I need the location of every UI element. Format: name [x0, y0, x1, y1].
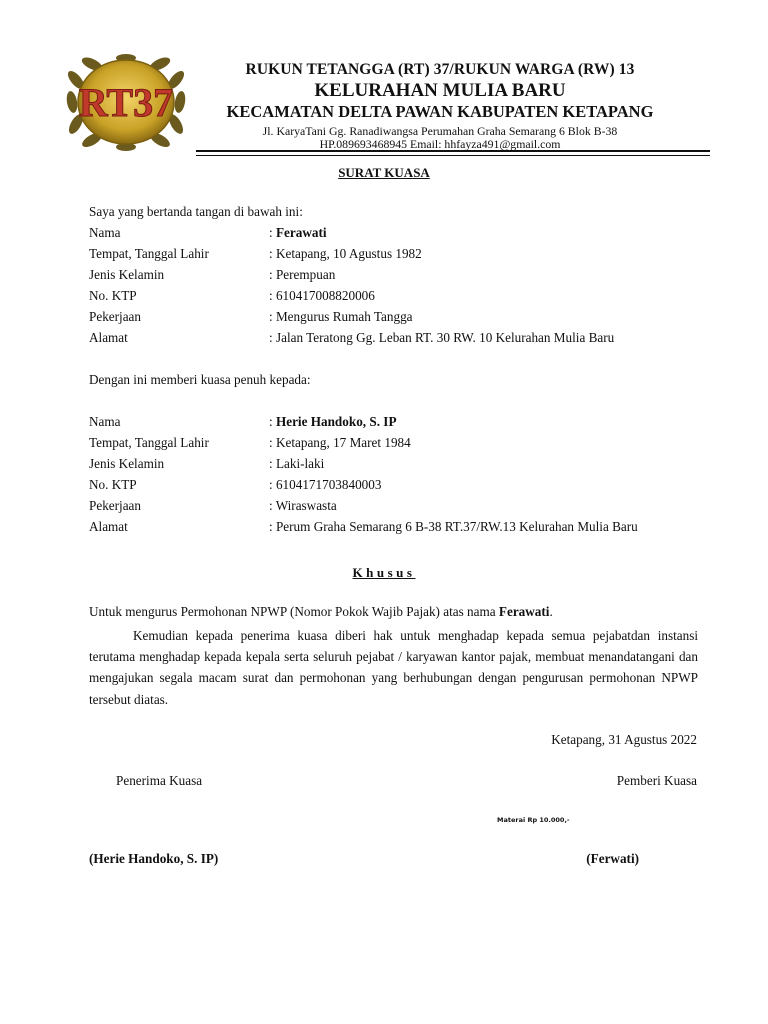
field-value: : Mengurus Rumah Tangga [269, 309, 413, 324]
letterhead-contact: HP.089693468945 Email: hhfayza491@gmail.com [319, 136, 561, 151]
field-value: : Wiraswasta [269, 498, 337, 513]
purpose-name: Ferawati [498, 604, 550, 619]
grantor-row-address [89, 330, 709, 350]
field-value: : Herie Handoko, S. IP [269, 414, 397, 429]
grantor-row-ktp [89, 288, 709, 308]
document-title: SURAT KUASA [338, 165, 430, 180]
field-label: Nama [89, 414, 121, 429]
grantor-name: Ferawati [275, 225, 327, 240]
field-label: Tempat, Tanggal Lahir [89, 435, 209, 450]
stamp-duty-note: Materai Rp 10.000,- [497, 816, 570, 824]
field-value: : Ketapang, 10 Agustus 1982 [269, 246, 422, 261]
intro-text: Saya yang bertanda tangan di bawah ini: [89, 204, 303, 219]
field-value: : Perempuan [269, 267, 336, 282]
rt37-logo [62, 50, 190, 154]
letterhead [196, 62, 684, 151]
letterhead-line-2: KELURAHAN MULIA BARU [314, 79, 566, 101]
body-paragraph: Kemudian kepada penerima kuasa diberi hak untuk menghadap kepada semua pejabatdan instansi terutama menghadap kepada kepala serta seluruh pejabat / karyawan kantor pajak, membuat menandatangani dan mengajukan segala macam surat dan permohonan yang berhubungan dengan pengurusan permohonan NPWP tersebut diatas. [89, 628, 698, 707]
grantee-row-gender [89, 456, 709, 476]
field-label: No. KTP [89, 477, 137, 492]
grantee-row-birth [89, 435, 709, 455]
field-value: : 610417008820006 [269, 288, 375, 303]
grantor-signature-name: (Ferwati) [586, 851, 639, 866]
grantor-role: Pemberi Kuasa [616, 773, 697, 788]
field-value: : 6104171703840003 [269, 477, 382, 492]
recipient-signature-name: (Herie Handoko, S. IP) [89, 851, 219, 866]
grantee-row-name [89, 414, 709, 434]
field-value: : Ketapang, 17 Maret 1984 [269, 435, 411, 450]
grantee-row-occupation [89, 498, 709, 518]
place-date: Ketapang, 31 Agustus 2022 [551, 732, 697, 747]
letterhead-line-3: KECAMATAN DELTA PAWAN KABUPATEN KETAPANG [226, 101, 654, 121]
letterhead-address: Jl. KaryaTani Gg. Ranadiwangsa Perumahan Graha Semarang 6 Blok B-38 [262, 124, 618, 138]
field-label: No. KTP [89, 288, 137, 303]
field-value: : Perum Graha Semarang 6 B-38 RT.37/RW.13 Kelurahan Mulia Baru [269, 519, 638, 534]
grantor-row-gender [89, 267, 709, 287]
field-label: Jenis Kelamin [89, 267, 165, 282]
purpose-text: Untuk mengurus Permohonan NPWP (Nomor Pokok Wajib Pajak) atas nama Ferawati. [89, 604, 553, 619]
field-label: Pekerjaan [89, 498, 141, 513]
field-value: : Laki-laki [269, 456, 325, 471]
grantor-row-birth [89, 246, 709, 266]
letterhead-line-1: RUKUN TETANGGA (RT) 37/RUKUN WARGA (RW) 13 [245, 61, 635, 78]
field-label: Jenis Kelamin [89, 456, 165, 471]
field-value: : Ferawati [269, 225, 327, 240]
field-label: Pekerjaan [89, 309, 141, 324]
field-label: Nama [89, 225, 121, 240]
letterhead-rule-thin [196, 155, 710, 156]
field-label: Alamat [89, 330, 128, 345]
grantee-row-ktp [89, 477, 709, 497]
logo-text: RT37 [78, 80, 174, 125]
field-value: : Jalan Teratong Gg. Leban RT. 30 RW. 10 Kelurahan Mulia Baru [269, 330, 615, 345]
grantee-row-address [89, 519, 709, 539]
grantee-name: Herie Handoko, S. IP [275, 414, 397, 429]
grantor-row-name [89, 225, 709, 245]
recipient-role: Penerima Kuasa [116, 773, 203, 788]
transition-text: Dengan ini memberi kuasa penuh kepada: [89, 372, 311, 387]
field-label: Alamat [89, 519, 128, 534]
field-label: Tempat, Tanggal Lahir [89, 246, 209, 261]
section-heading-khusus: Khusus [352, 565, 416, 580]
grantor-row-occupation [89, 309, 709, 329]
letterhead-rule-thick [196, 150, 710, 152]
